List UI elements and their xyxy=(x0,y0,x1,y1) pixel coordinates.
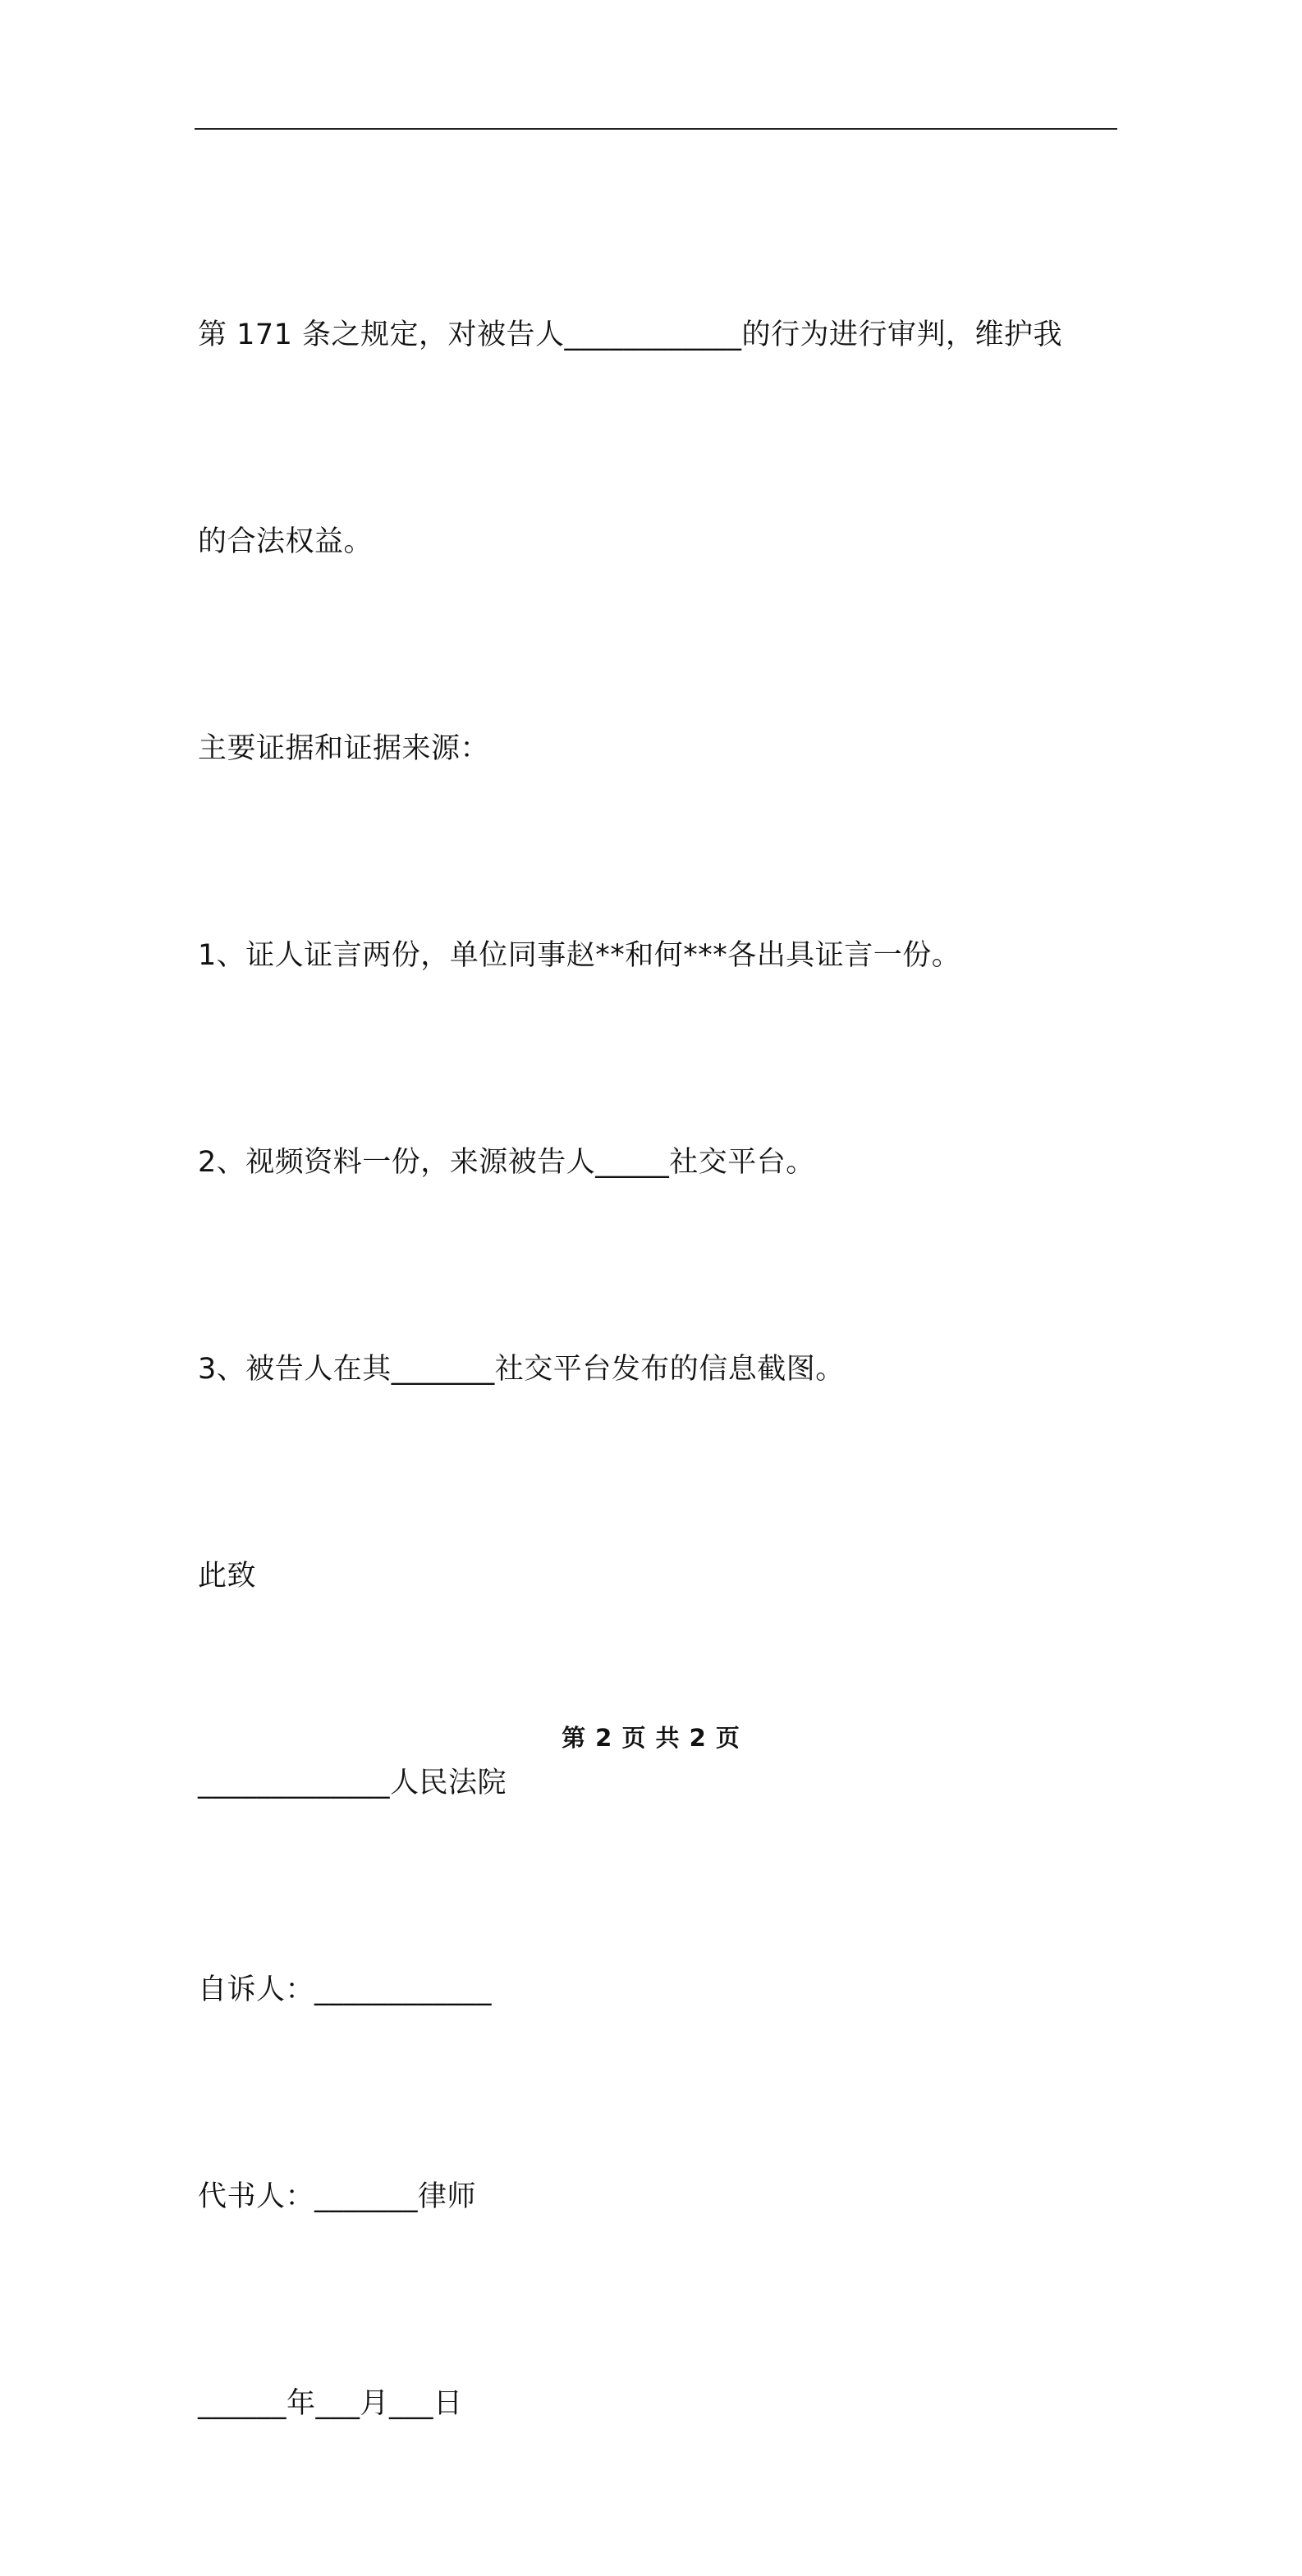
paragraph-line-rights: 的合法权益。 xyxy=(198,525,374,558)
drafter-line: 代书人：_______律师 xyxy=(198,2180,477,2213)
plaintiff-line: 自诉人：____________ xyxy=(198,1973,493,2006)
court-name-line: _____________人民法院 xyxy=(198,1767,507,1799)
document-body xyxy=(198,163,1117,2576)
evidence-item-2: 2、视频资料一份，来源被告人_____社交平台。 xyxy=(198,1146,815,1179)
paragraph-line-statute: 第 171 条之规定，对被告人____________的行为进行审判，维护我 xyxy=(198,319,1063,351)
header-divider xyxy=(195,128,1117,130)
page-number-footer: 第 2 页 共 2 页 xyxy=(562,1724,740,1752)
salutation: 此致 xyxy=(198,1560,257,1593)
evidence-item-3: 3、被告人在其_______社交平台发布的信息截图。 xyxy=(198,1353,845,1386)
evidence-item-1: 1、证人证言两份，单位同事赵**和何***各出具证言一份。 xyxy=(198,939,961,972)
evidence-heading: 主要证据和证据来源： xyxy=(198,732,490,765)
date-line: ______年___月___日 xyxy=(198,2387,463,2420)
